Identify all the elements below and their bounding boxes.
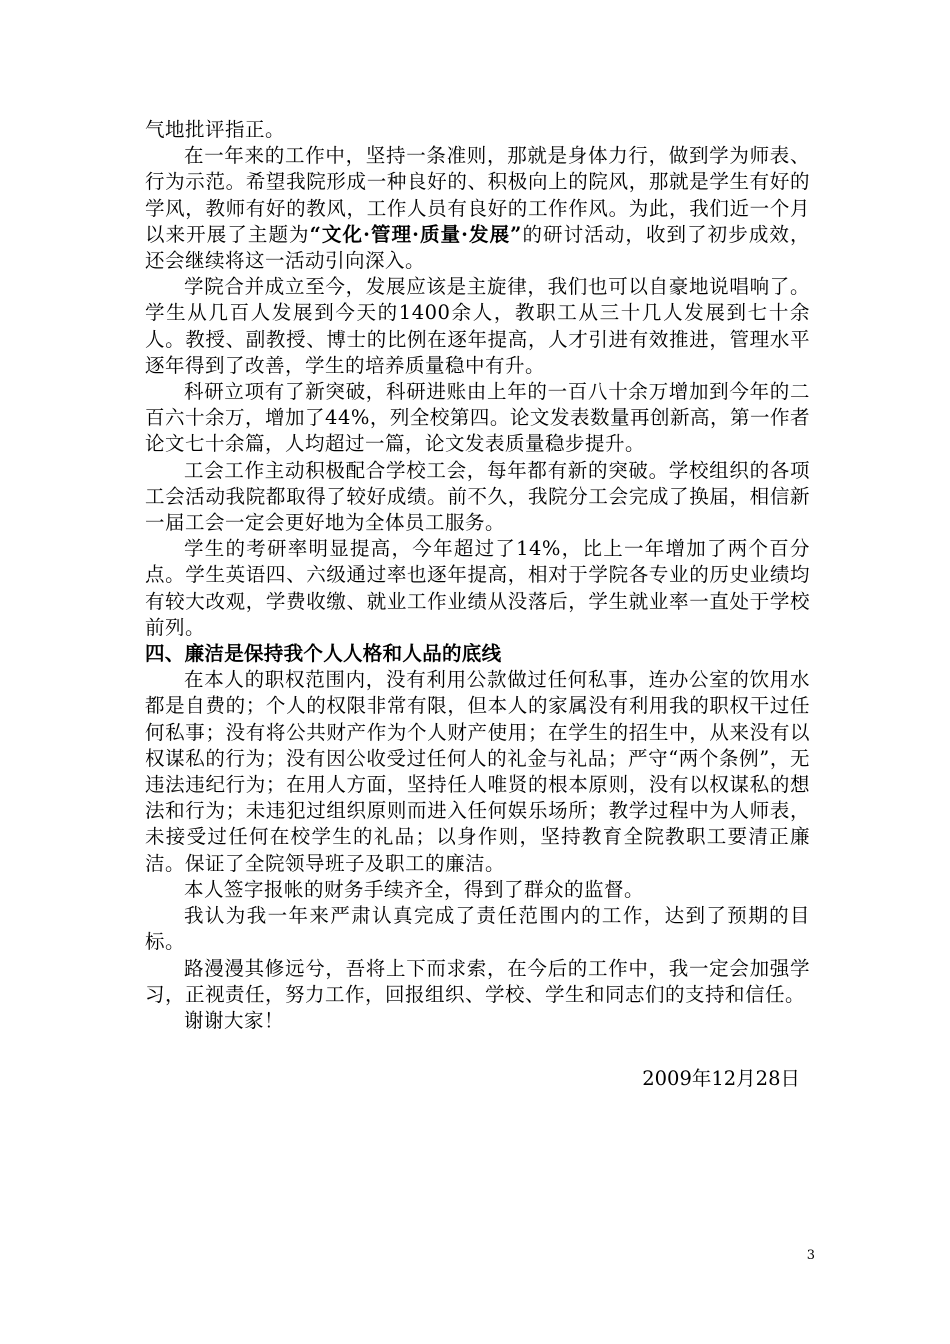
document-body <box>145 117 810 1034</box>
paragraph-text-after: 的研讨活动，收到了初步成效，还会继续将这一活动引向深入。 <box>145 222 810 273</box>
theme-emphasis: “文化·管理·质量·发展” <box>309 222 522 246</box>
paragraph-college-development: 学院合并成立至今，发展应该是主旋律，我们也可以自豪地说唱响了。学生从几百人发展到今天的1400余人，教职工从三十几人发展到七十余人。教授、副教授、博士的比例在逐年提高，人才引进有效推进，管理水平逐年得到了改善，学生的培养质量稳中有升。 <box>145 275 810 377</box>
paragraph-work-principle <box>145 143 810 274</box>
paragraph-closing: 路漫漫其修远兮，吾将上下而求索，在今后的工作中，我一定会加强学习，正视责任，努力工作，回报组织、学校、学生和同志们的支持和信任。 <box>145 956 810 1006</box>
paragraph-continuation: 气地批评指正。 <box>145 118 286 141</box>
paragraph-research: 科研立项有了新突破，科研进账由上年的一百八十余万增加到今年的二百六十余万，增加了44%，列全校第四。论文发表数量再创新高，第一作者论文七十余篇，人均超过一篇，论文发表质量稳步提升。 <box>145 380 810 456</box>
paragraph-students: 学生的考研率明显提高，今年超过了14%，比上一年增加了两个百分点。学生英语四、六级通过率也逐年提高，相对于学院各专业的历史业绩均有较大改观，学费收缴、就业工作业绩从没落后，学生就业率一直处于学校前列。 <box>145 537 810 639</box>
paragraph-finance: 本人签字报帐的财务手续齐全，得到了群众的监督。 <box>184 877 645 901</box>
paragraph-union: 工会工作主动积极配合学校工会，每年都有新的突破。学校组织的各项工会活动我院都取得了较好成绩。前不久，我院分工会完成了换届，相信新一届工会一定会更好地为全体员工服务。 <box>145 458 810 535</box>
paragraph-goals: 我认为我一年来严肃认真完成了责任范围内的工作，达到了预期的目标。 <box>145 904 810 954</box>
page-number: 3 <box>806 1248 815 1263</box>
paragraph-integrity: 在本人的职权范围内，没有利用公款做过任何私事，连办公室的饮用水都是自费的；个人的权限非常有限，但本人的家属没有利用我的职权干过任何私事；没有将公共财产作为个人财产使用；在学生的招生中，从来没有以权谋私的行为；没有因公收受过任何人的礼金与礼品；严守“两个条例”，无违法违纪行为；在用人方面，坚持任人唯贤的根本原则，没有以权谋私的想法和行为；未违犯过组织原则而进入任何娱乐场所；教学过程中为人师表，未接受过任何在校学生的礼品；以身作则，坚持教育全院教职工要清正廉洁。保证了全院领导班子及职工的廉洁。 <box>145 668 810 875</box>
paragraph-thanks: 谢谢大家！ <box>184 1008 285 1032</box>
document-date: 2009年12月28日 <box>642 1067 800 1090</box>
paragraph-text: 在一年来的工作中，坚持一条准则，那就是身体力行，做到学为师表、行为示范。希望我院形成一种良好的、积极向上的院风，那就是学生有好的学风，教师有好的教风，工作人员有良好的工作作风。为此，我们近一个月以来开展了主题为 <box>145 144 810 246</box>
section-heading-integrity: 四、廉洁是保持我个人人格和人品的底线 <box>145 642 502 666</box>
